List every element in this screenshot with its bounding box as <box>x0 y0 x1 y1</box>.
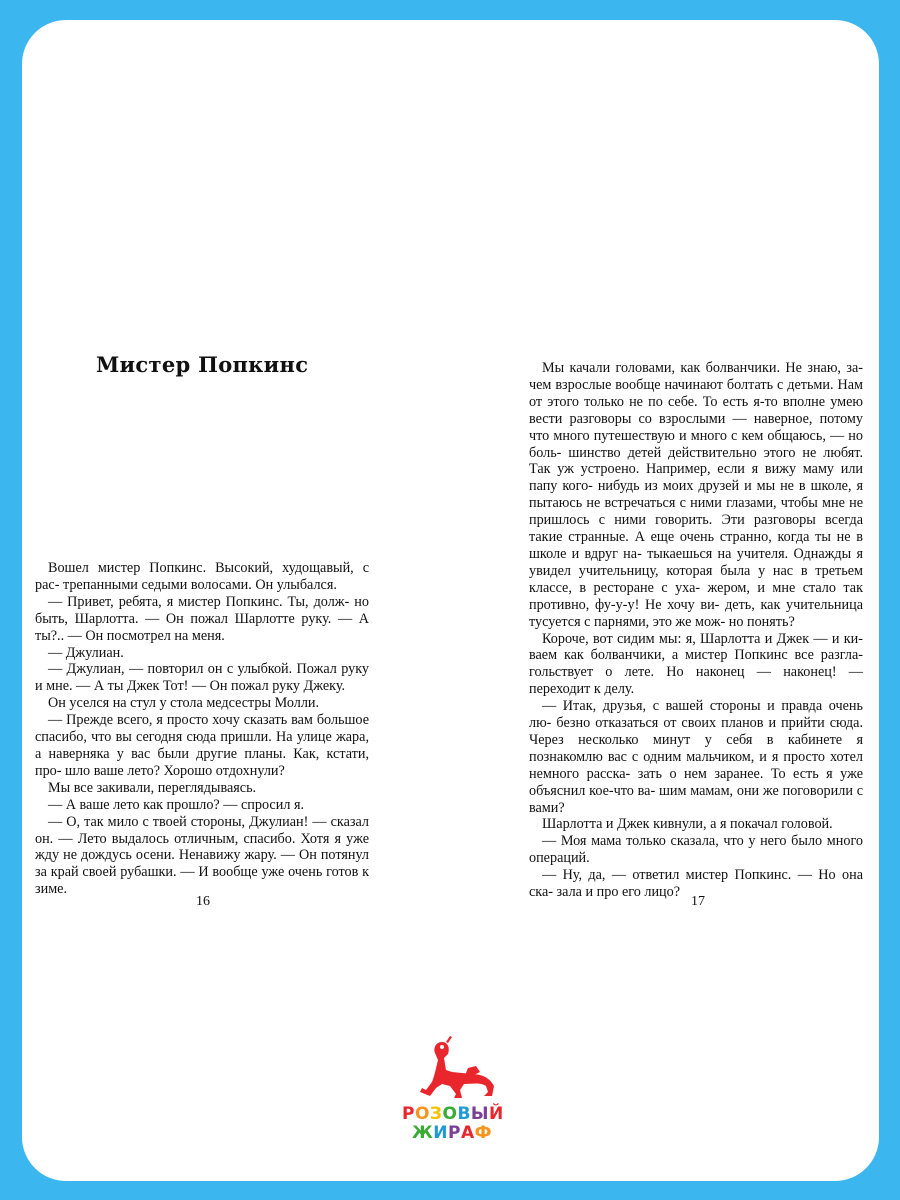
logo-letter: Ж <box>411 1123 434 1143</box>
paragraph: — Джулиан, — повторил он с улыбкой. Пожал руку и мне. — А ты Джек Тот! — Он пожал руку Джеку. <box>35 661 369 695</box>
logo-letter: А <box>460 1123 475 1143</box>
publisher-logo <box>402 1034 502 1154</box>
paragraph: Шарлотта и Джек кивнули, а я покачал головой. <box>542 816 833 833</box>
logo-letter: Ф <box>474 1123 493 1143</box>
logo-letter: З <box>429 1104 443 1124</box>
logo-letter: В <box>457 1104 471 1124</box>
logo-letter: Й <box>489 1104 504 1124</box>
paragraph: — Ну, да, — ответил мистер Попкинс. — Но она ска- зала и про его лицо? <box>529 867 863 901</box>
logo-text-line1 <box>402 1104 502 1124</box>
book-spread <box>22 20 879 1181</box>
page-number-left: 16 <box>196 894 210 909</box>
paragraph: — Итак, друзья, с вашей стороны и правда очень лю- безно отказаться от своих планов и прийти сюда. Через несколько минут у себя в кабинете я познакомлю вас с одним мальчиком, и я просто хотел немного расска- зать о нем заранее. То есть я уже объяснил кое-что ва- шим мамам, они же поговорили с вами? <box>529 698 863 816</box>
logo-letter: О <box>414 1104 430 1124</box>
logo-letter: Р <box>402 1104 415 1124</box>
paragraph: Он уселся на стул у стола медсестры Молли. <box>48 695 320 712</box>
logo-letter: И <box>433 1123 449 1143</box>
paragraph: — Прежде всего, я просто хочу сказать вам большое спасибо, что вы сегодня сюда пришли. На улице жара, а наверняка у вас были другие планы. Как, кстати, про- шло ваше лето? Хорошо отдохнули? <box>35 712 369 779</box>
right-page-text <box>529 360 863 901</box>
paragraph: — Привет, ребята, я мистер Попкинс. Ты, долж- но быть, Шарлотта. — Он пожал Шарлотте руку. — А ты?.. — Он посмотрел на меня. <box>35 593 369 644</box>
logo-text-line1-letters <box>402 1104 504 1124</box>
paragraph: — Моя мама только сказала, что у него было много операций. <box>529 833 863 867</box>
paragraph: Короче, вот сидим мы: я, Шарлотта и Джек — и ки- ваем как болванчики, а мистер Попкинс все разгла- гольствует о лете. Но наконец — наконец! — переходит к делу. <box>529 630 863 698</box>
logo-letter: Р <box>448 1123 461 1143</box>
logo-text-line2-letters <box>412 1123 492 1143</box>
logo-text-line2 <box>402 1123 502 1143</box>
left-page-text <box>35 560 369 898</box>
logo-letter: О <box>442 1104 458 1124</box>
paragraph: Мы все закивали, переглядываясь. <box>48 779 257 796</box>
logo-letter: Ы <box>470 1104 490 1124</box>
page-number-right: 17 <box>691 894 705 909</box>
paragraph: — Джулиан. <box>48 644 124 661</box>
paragraph: — О, так мило с твоей стороны, Джулиан! — сказал он. — Лето выдалось отличным, спасибо. Хотя я уже жду не дождусь осени. Ненавижу жару. — Он потянул за край своей рубашки. — И вообще уже очень готов к зиме. <box>35 813 369 898</box>
paragraph: — А ваше лето как прошло? — спросил я. <box>48 796 305 813</box>
paragraph: Вошел мистер Попкинс. Высокий, худощавый, с рас- трепанными седыми волосами. Он улыбался. <box>35 560 369 593</box>
giraffe-icon <box>402 1034 502 1104</box>
paragraph: Мы качали головами, как болванчики. Не знаю, за- чем взрослые вообще начинают болтать с детьми. Нам от этого только не по себе. То есть я-то вполне умею вести разговоры со взрослыми — наверное, потому что много путешествую и много с кем общаюсь, — но боль- шинство детей действительно этого не любят. Так уж устроено. Например, если я вижу маму или папу кого- нибудь из моих друзей и мы не в школе, я пытаюсь не встречаться с ними глазами, чтобы мне не пришлось с ними говорить. Эти разговоры всегда такие странные. А еще очень странно, когда ты не в школе и вдруг на- тыкаешься на учителя. Однажды я увидел учительницу, которая была у нас в третьем классе, в ресторане с уха- жером, и мне стало так противно, фу-у-у! Не хочу ви- деть, как учительница тусуется с парнями, это же мож- но понять? <box>529 360 863 630</box>
chapter-title: Мистер Попкинс <box>96 352 309 377</box>
